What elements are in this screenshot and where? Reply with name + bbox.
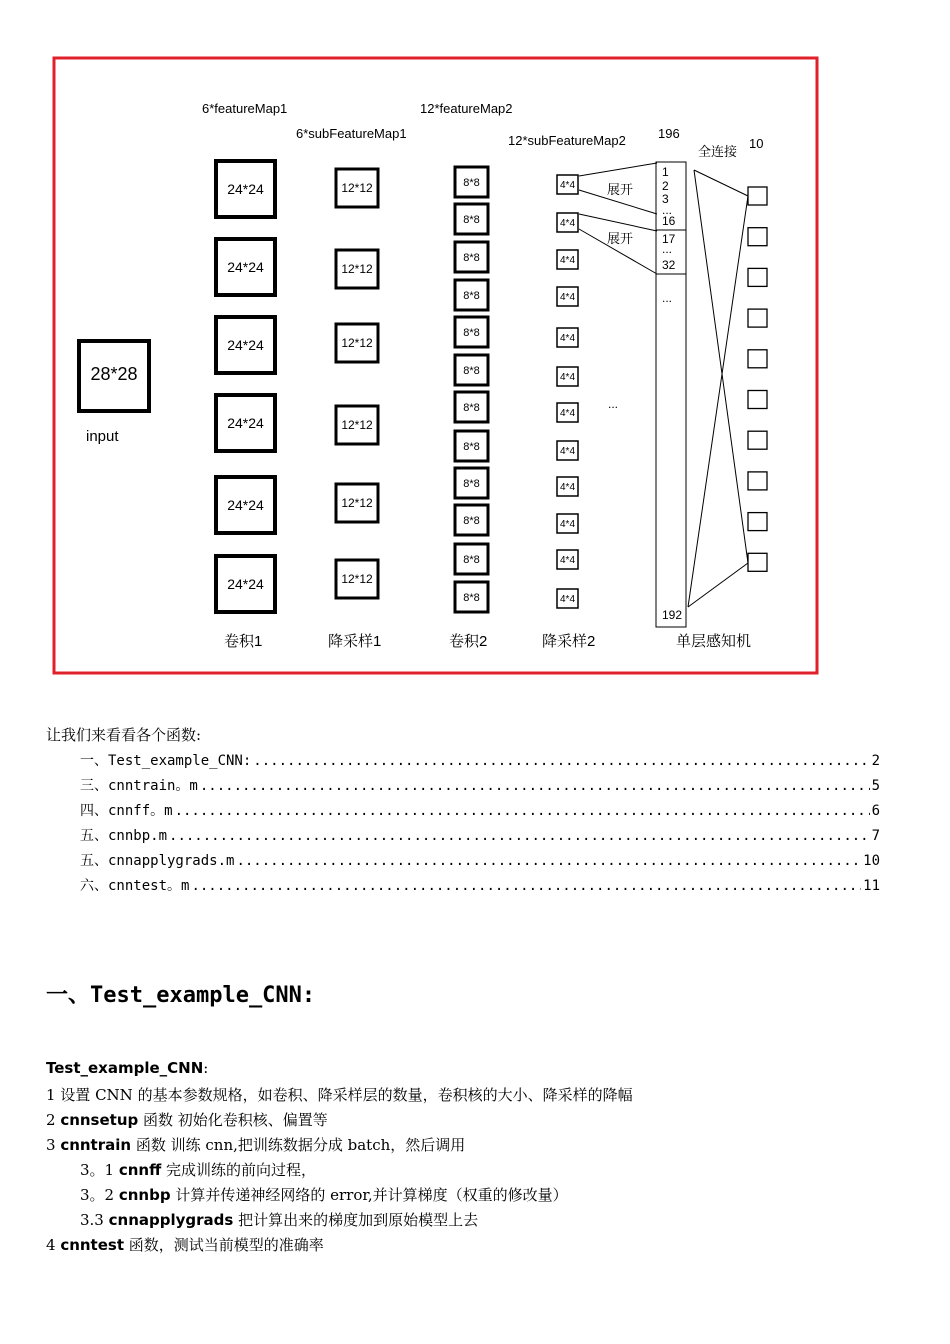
pool1-label: 12*12 — [341, 496, 373, 511]
conv1-label: 24*24 — [227, 414, 264, 431]
toc-leader-dots — [175, 803, 870, 819]
vector-index-label: 32 — [662, 258, 676, 272]
toc-page-number: 6 — [871, 803, 880, 819]
toc-entry[interactable] — [80, 750, 880, 770]
input-box-label: 28*28 — [90, 364, 138, 384]
toc-entry[interactable] — [80, 800, 880, 820]
body-title: Test_example_CNN — [46, 1059, 204, 1077]
conv2-label: 8*8 — [463, 364, 480, 377]
toc-entry-label: 一、Test_example_CNN: — [80, 753, 252, 769]
step-number: 2 — [46, 1111, 61, 1129]
conv2-label: 8*8 — [463, 289, 480, 302]
input-label: input — [86, 428, 119, 445]
conv2-label: 8*8 — [463, 440, 480, 453]
pool2-label: 4*4 — [559, 180, 576, 191]
vector-index-label: 17 — [662, 232, 676, 246]
output-neuron — [748, 350, 767, 368]
function-name: cnnff — [118, 1161, 162, 1179]
pool2-label: 4*4 — [559, 519, 576, 530]
step-description: 函数 初始化卷积核、偏置等 — [138, 1111, 328, 1129]
pool2-label: 4*4 — [559, 218, 576, 229]
output-neuron — [748, 187, 767, 205]
middle-ellipsis: ... — [608, 397, 619, 411]
conv1-label: 24*24 — [227, 258, 264, 275]
function-name: cnntest — [60, 1236, 125, 1254]
output-neuron — [748, 431, 767, 449]
toc-page-number: 10 — [863, 853, 880, 869]
layer-caption: 降采样1 — [328, 633, 382, 650]
vector-index-label: 16 — [662, 214, 676, 228]
conv1-label: 24*24 — [227, 180, 264, 197]
body-line-1: 1 设置 CNN 的基本参数规格，如卷积、降采样层的数量，卷积核的大小、降采样的降幅 — [46, 1086, 633, 1104]
toc-page-number: 7 — [871, 828, 880, 844]
pool2-label: 4*4 — [559, 255, 576, 266]
toc-entry-label: 四、cnnff。m — [80, 803, 173, 819]
body-title-line — [46, 1059, 208, 1077]
pool2-label: 4*4 — [559, 555, 576, 566]
function-name: cnnsetup — [60, 1111, 139, 1129]
body-line-5 — [80, 1184, 568, 1205]
body-line-3 — [46, 1134, 465, 1155]
toc-entry-label: 五、cnnbp.m — [80, 828, 168, 844]
function-name: cnntrain — [60, 1136, 132, 1154]
layer-caption: 卷积2 — [449, 633, 488, 650]
layer-caption: 降采样2 — [542, 633, 596, 650]
step-description: 把计算出来的梯度加到原始模型上去 — [233, 1211, 479, 1229]
step-number: 4 — [46, 1236, 61, 1254]
output-neuron — [748, 391, 767, 409]
step-description: 函数 训练 cnn,把训练数据分成 batch，然后调用 — [131, 1136, 466, 1154]
vector-index-label: 192 — [662, 608, 683, 622]
pool2-label: 4*4 — [559, 594, 576, 605]
toc-entry[interactable] — [80, 875, 880, 895]
toc-leader-dots — [191, 878, 861, 894]
toc-entry-label: 六、cnntest。m — [80, 878, 190, 894]
conv2-label: 8*8 — [463, 514, 480, 527]
toc-page-number: 2 — [871, 753, 880, 769]
toc-entry[interactable] — [80, 850, 880, 870]
pool1-label: 12*12 — [341, 336, 373, 351]
toc-entry[interactable] — [80, 775, 880, 795]
body-line-6 — [80, 1209, 478, 1230]
step-number: 3.3 — [80, 1211, 109, 1229]
step-number: 3。1 — [80, 1161, 119, 1179]
toc-page-number: 5 — [871, 778, 880, 794]
step-description: 函数，测试当前模型的准确率 — [124, 1236, 324, 1254]
body-title-suffix: : — [203, 1059, 209, 1077]
output-neuron — [748, 268, 767, 286]
conv1-label: 24*24 — [227, 336, 264, 353]
body-line-7 — [46, 1234, 324, 1255]
vector-index-label: 2 — [662, 179, 669, 193]
toc-leader-dots — [253, 753, 869, 769]
toc-entry[interactable] — [80, 825, 880, 845]
layer-caption: 卷积1 — [224, 633, 263, 650]
conv2-label: 8*8 — [463, 213, 480, 226]
conv2-label: 8*8 — [463, 401, 480, 414]
output-neuron — [748, 553, 767, 571]
layer-caption: 单层感知机 — [676, 633, 752, 650]
conv1-label: 24*24 — [227, 575, 264, 592]
output-neuron — [748, 472, 767, 490]
pool2-label: 4*4 — [559, 408, 576, 419]
full-connection-label: 全连接 — [698, 144, 738, 159]
toc-page-number: 11 — [863, 878, 880, 894]
conv2-label: 8*8 — [463, 251, 480, 264]
function-name: cnnapplygrads — [108, 1211, 234, 1229]
toc-entry-label: 五、cnnapplygrads.m — [80, 853, 235, 869]
body-line-2 — [46, 1109, 328, 1130]
pool1-label: 12*12 — [341, 262, 373, 277]
step-description: 完成训练的前向过程， — [161, 1161, 317, 1179]
pool2-label: 4*4 — [559, 333, 576, 344]
toc-leader-dots — [169, 828, 870, 844]
sub-feature-map2-label: 12*subFeatureMap2 — [508, 133, 626, 148]
vector-size-label: 196 — [658, 126, 680, 141]
sub-feature-map1-label: 6*subFeatureMap1 — [296, 126, 407, 141]
vector-index-label: ... — [662, 291, 673, 305]
feature-map1-label: 6*featureMap1 — [202, 101, 288, 116]
output-neuron — [748, 513, 767, 531]
intro-text: 让我们来看看各个函数: — [46, 726, 202, 744]
vector-index-label: 1 — [662, 165, 669, 179]
step-description: 计算并传递神经网络的 error,并计算梯度（权重的修改量） — [170, 1186, 568, 1204]
conv1-label: 24*24 — [227, 496, 264, 513]
conv2-label: 8*8 — [463, 326, 480, 339]
expand-label-2: 展开 — [607, 231, 634, 246]
output-size-label: 10 — [749, 136, 764, 151]
step-number: 3。2 — [80, 1186, 119, 1204]
conv2-label: 8*8 — [463, 477, 480, 490]
body-line-4 — [80, 1159, 316, 1180]
section-heading: 一、Test_example_CNN: — [46, 983, 316, 1008]
output-neuron — [748, 309, 767, 327]
pool1-label: 12*12 — [341, 572, 373, 587]
vector-index-label: ... — [662, 203, 673, 217]
toc-entry-label: 三、cnntrain。m — [80, 778, 198, 794]
toc-leader-dots — [200, 778, 870, 794]
expand-label-1: 展开 — [607, 182, 634, 197]
conv2-label: 8*8 — [463, 591, 480, 604]
pool2-label: 4*4 — [559, 372, 576, 383]
output-neuron — [748, 228, 767, 246]
pool2-label: 4*4 — [559, 292, 576, 303]
conv2-label: 8*8 — [463, 176, 480, 189]
feature-map2-label: 12*featureMap2 — [420, 101, 513, 116]
vector-index-label: ... — [662, 242, 673, 256]
pool1-label: 12*12 — [341, 418, 373, 433]
conv2-label: 8*8 — [463, 553, 480, 566]
step-number: 3 — [46, 1136, 61, 1154]
vector-index-label: 3 — [662, 192, 669, 206]
function-name: cnnbp — [118, 1186, 171, 1204]
pool2-label: 4*4 — [559, 446, 576, 457]
toc-leader-dots — [236, 853, 861, 869]
pool2-label: 4*4 — [559, 482, 576, 493]
pool1-label: 12*12 — [341, 181, 373, 196]
